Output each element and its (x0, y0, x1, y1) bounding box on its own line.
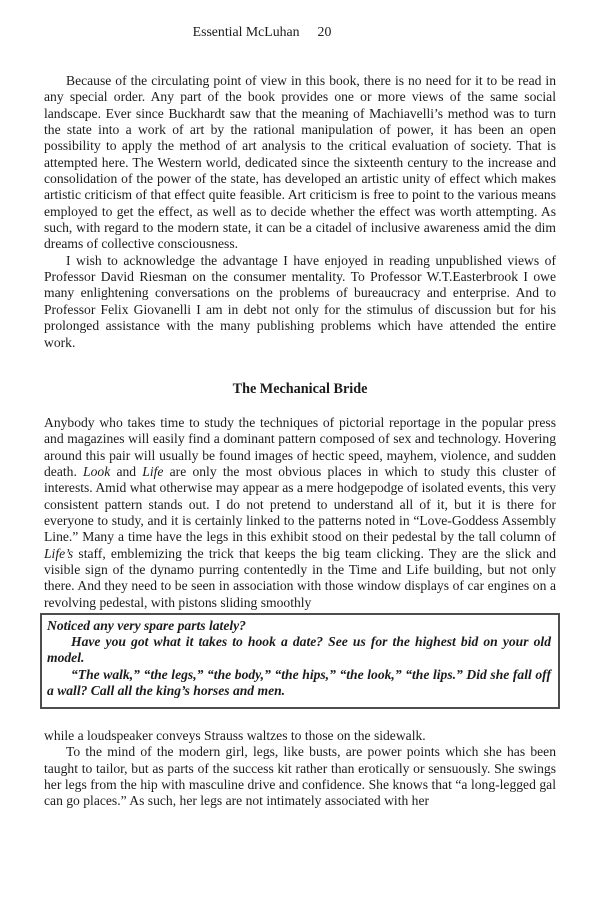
preface-paragraph-2: I wish to acknowledge the advantage I have enjoyed in reading unpublished views of Professor David Riesman on the consumer mentality. To Professor W.T.Easterbrook I owe many enlightening conversations on the problems of bureaucracy and enterprise. And to Professor Felix Giovanelli I am in debt not only for the stimulus of discussion but for his prolonged assistance with the many publishing problems which have attended the entire work. (44, 252, 556, 350)
quote-line-2: Have you got what it takes to hook a date? See us for the highest bid on your old model. (47, 634, 551, 666)
italic-look-magazine: Look (83, 463, 111, 479)
italic-life-magazine: Life (142, 463, 164, 479)
page-number: 20 (317, 24, 332, 39)
text-run-4: staff, emblemizing the trick that keeps the big team clicking. They are the slick and visible sign of the dynamo purring contentedly in the Time and Life building, but not only there. And they need to be seen in association with those window displays of car engines on a revolving pedestal, with pistons sliding smoothly (44, 545, 556, 610)
book-title-text: Essential McLuhan (192, 24, 300, 39)
advertisement-quote-box (40, 613, 560, 709)
section-heading: The Mechanical Bride (232, 380, 368, 397)
text-run-2: and (110, 463, 143, 479)
modern-girl-paragraph: To the mind of the modern girl, legs, like busts, are power points which she has been taught to tailor, but as parts of the success kit rather than erotically or sensuously. She swings her legs from the hip with masculine drive and confidence. She knows that “a long-legged gal can go places.” As such, her legs are not intimately associated with her (44, 744, 556, 809)
preface-paragraph-1: Because of the circulating point of view in this book, there is no need for it to be read in any special order. Any part of the book provides one or more views of the same social landscape. Ever since Buckhardt saw that the meaning of Machiavelli’s method was to turn the state into a work of art by the rational manipulation of power, it has been an open possibility to apply the method of art analysis to the critical evaluation of society. That is attempted here. The Western world, dedicated since the sixteenth century to the increase and consolidation of the power of the state, has developed an artistic unity of effect which makes artistic criticism of that effect quite feasible. Art criticism is free to point to the various means employed to get the effect, as well as to decide whether the effect was worth attempting. As such, with regard to the modern state, it can be a citadel of inclusive awareness amid the dim dreams of collective consciousness. (44, 73, 556, 252)
quote-line-3: “The walk,” “the legs,” “the body,” “the hips,” “the look,” “the lips.” Did she fall off a wall? Call all the king’s horses and men. (47, 666, 551, 698)
running-head (6, 24, 518, 40)
text-run-3: are only the most obvious places in which to study this cluster of interests. Amid what otherwise may appear as a mere hodgepodge of isolated events, this very consistent pattern stands out. I do not pretend to understand all of it, but it is there for everyone to study, and it is certainly linked to the patterns noted in “Love-Goddess Assembly Line.” Many a time have the legs in this exhibit stood on their pedestal by the tall column of (44, 463, 556, 545)
quote-line-1: Noticed any very spare parts lately? (47, 617, 246, 633)
sidewalk-paragraph: while a loudspeaker conveys Strauss waltzes to those on the sidewalk. (44, 727, 426, 743)
text-run-1: Anybody who takes time to study the techniques of pictorial reportage in the popular press and magazines will easily find a dominant pattern composed of sex and technology. Hovering around this pair will usually be found images of hectic speed, mayhem, violence, and sudden death. (44, 414, 556, 479)
section-paragraph-1 (44, 415, 556, 611)
italic-lifes-magazine: Life’s (44, 545, 74, 561)
